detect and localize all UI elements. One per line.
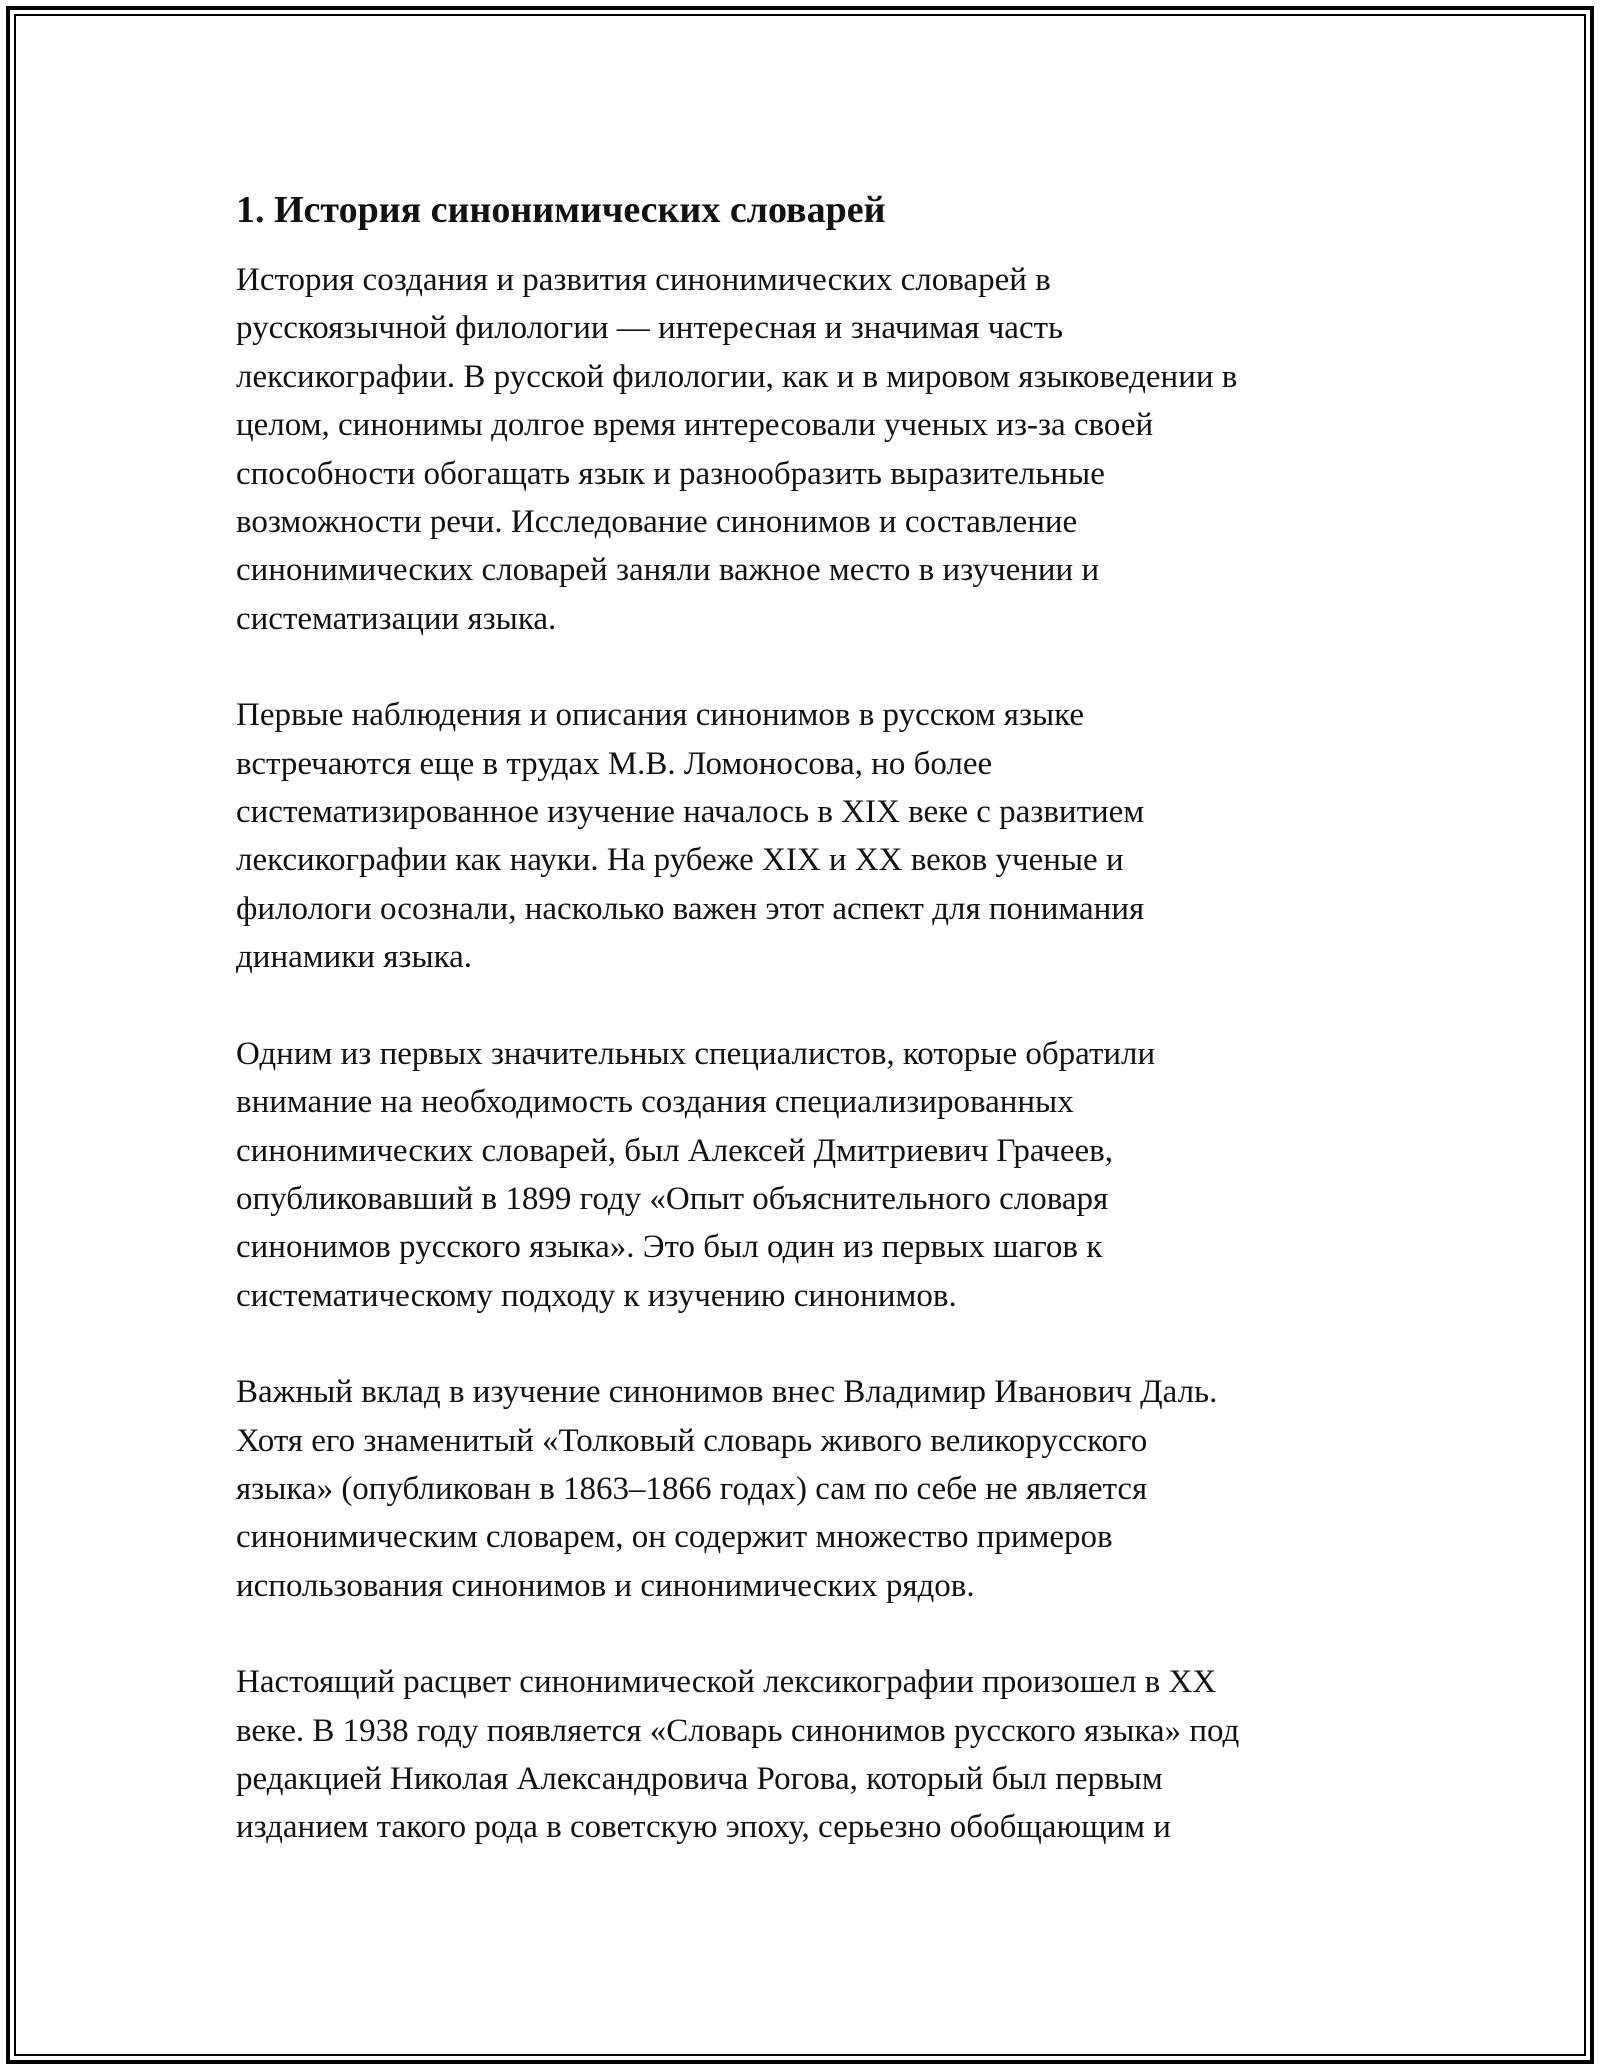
text-line: синонимических словарей заняли важное место в изучении и (236, 552, 1100, 589)
paragraph (236, 1368, 1366, 1610)
text-line: Хотя его знаменитый «Толковый словарь живого великорусского (236, 1422, 1148, 1459)
text-line: Первые наблюдения и описания синонимов в русском языке (236, 697, 1085, 734)
paragraph (236, 256, 1366, 643)
text-line: Настоящий расцвет синонимической лексикографии произошел в XX (236, 1664, 1217, 1701)
text-line: использования синонимов и синонимических рядов. (236, 1567, 975, 1604)
text-line: опубликовавший в 1899 году «Опыт объяснительного словаря (236, 1180, 1109, 1217)
paragraph (236, 1030, 1366, 1320)
text-line: систематизированное изучение началось в XIX веке с развитием (236, 794, 1145, 831)
text-line: языка» (опубликован в 1863–1866 годах) сам по себе не является (236, 1470, 1148, 1507)
section-heading: 1. История синонимических словарей (236, 189, 886, 231)
text-line: синонимов русского языка». Это был один из первых шагов к (236, 1229, 1103, 1266)
text-line: систематическому подходу к изучению синонимов. (236, 1277, 957, 1314)
text-line: филологи осознали, насколько важен этот аспект для понимания (236, 890, 1145, 927)
text-line: История создания и развития синонимических словарей в (236, 262, 1051, 298)
text-line: встречаются еще в трудах М.В. Ломоносова, но более (236, 745, 993, 782)
text-line: внимание на необходимость создания специализированных (236, 1084, 1074, 1121)
text-line: лексикографии как науки. На рубеже XIX и XX веков ученые и (236, 842, 1124, 879)
paragraph (236, 1658, 1366, 1852)
text-line: лексикографии. В русской филологии, как и в мировом языковедении в (236, 358, 1238, 395)
text-line: способности обогащать язык и разнообразить выразительные (236, 455, 1105, 492)
text-line: систематизации языка. (236, 600, 557, 637)
text-line: динамики языка. (236, 939, 473, 976)
document-page (236, 186, 1366, 1900)
body-text (236, 256, 1366, 1852)
text-line: Одним из первых значительных специалистов, которые обратили (236, 1035, 1156, 1072)
text-line: изданием такого рода в советскую эпоху, серьезно обобщающим и (236, 1809, 1171, 1846)
text-line: синонимических словарей, был Алексей Дмитриевич Грачеев, (236, 1132, 1113, 1169)
text-line: синонимическим словарем, он содержит множество примеров (236, 1519, 1113, 1556)
paragraph (236, 691, 1366, 981)
text-line: русскоязычной филологии — интересная и значимая часть (236, 310, 1064, 347)
text-line: возможности речи. Исследование синонимов и составление (236, 504, 1078, 541)
text-line: веке. В 1938 году появляется «Словарь синонимов русского языка» под (236, 1712, 1240, 1749)
text-line: Важный вклад в изучение синонимов внес Владимир Иванович Даль. (236, 1374, 1218, 1411)
text-line: редакцией Николая Александровича Рогова, который был первым (236, 1760, 1163, 1797)
text-line: целом, синонимы долгое время интересовали ученых из-за своей (236, 407, 1154, 444)
